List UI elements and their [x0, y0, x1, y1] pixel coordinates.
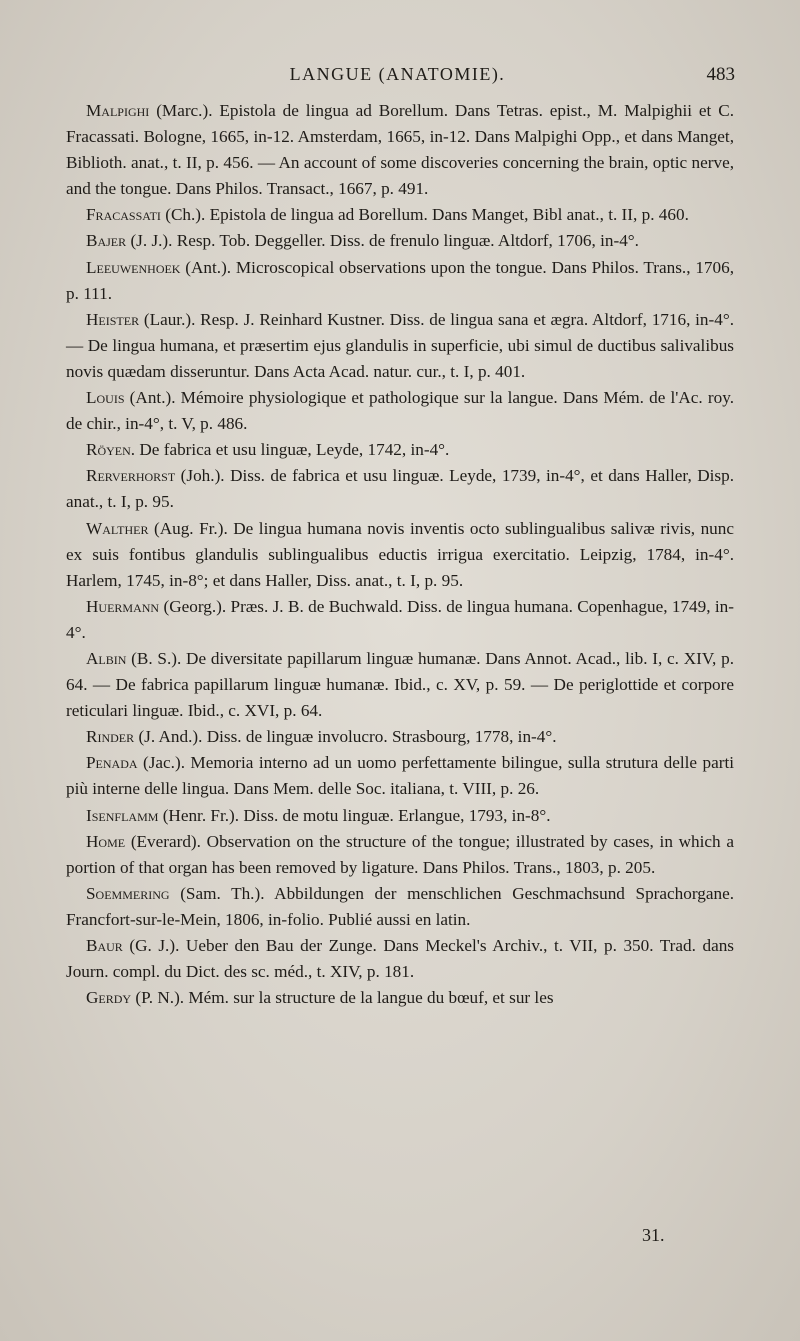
entry-author: Huermann	[86, 596, 160, 616]
entry-author: Albin	[86, 648, 127, 668]
entry-citation: (Joh.). Diss. de fabrica et usu linguæ. Leyde, 1739, in-4°, et dans Haller, Disp. anat., t. I, p. 95.	[66, 466, 734, 512]
entry-author: Penada	[86, 753, 138, 773]
entry-author: Gerdy	[86, 988, 132, 1008]
entry-citation: (Ant.). Mémoire physiologique et pathologique sur la langue. Dans Mém. de l'Ac. roy. de chir., in-4°, t. V, p. 486.	[66, 388, 734, 434]
entry-author: Louis	[86, 388, 125, 408]
entry-citation: (J. J.). Resp. Tob. Deggeller. Diss. de frenulo linguæ. Altdorf, 1706, in-4°.	[126, 231, 639, 251]
entry-author: Home	[86, 831, 126, 851]
bibliography-entry	[66, 98, 734, 202]
running-head-title: LANGUE (ANATOMIE).	[289, 64, 506, 84]
signature-mark: 31.	[642, 1225, 665, 1245]
bibliography-list	[66, 98, 734, 1011]
bibliography-entry	[66, 646, 734, 724]
entry-author: Malpighi	[86, 101, 150, 120]
bibliography-entry	[66, 750, 734, 802]
entry-citation: (Georg.). Præs. J. B. de Buchwald. Diss. de lingua humana. Copenhague, 1749, in-4°.	[66, 596, 734, 642]
bibliography-entry	[66, 829, 734, 881]
bibliography-entry	[66, 933, 734, 985]
bibliography-entry	[66, 202, 734, 228]
entry-author: Rerverhorst	[86, 466, 176, 486]
bibliography-entry	[66, 463, 734, 515]
entry-citation: (Laur.). Resp. J. Reinhard Kustner. Diss. de lingua sana et ægra. Altdorf, 1716, in-4°. — De lingua humana, et præsertim ejus glandulis in superficie, ubi simul de ductibus salivalibus novis quædam disseruntur. Dans Acta Acad. natur. cur., t. I, p. 401.	[66, 309, 734, 381]
entry-citation: (Marc.). Epistola de lingua ad Borellum. Dans Tetras. epist., M. Malpighii et C. Fracassati. Bologne, 1665, in-12. Amsterdam, 1665, in-12. Dans Malpighi Opp., et dans Manget, Biblioth. anat., t. II, p. 456. — An account of some discoveries concerning the brain, optic nerve, and the tongue. Dans Philos. Transact., 1667, p. 491.	[66, 101, 734, 199]
bibliography-entry	[66, 385, 734, 437]
bibliography-entry	[66, 881, 734, 933]
entry-citation: (P. N.). Mém. sur la structure de la langue du bœuf, et sur les	[131, 988, 554, 1008]
entry-citation: (Henr. Fr.). Diss. de motu linguæ. Erlangue, 1793, in-8°.	[158, 805, 551, 825]
entry-citation: (Everard). Observation on the structure of the tongue; illustrated by cases, in which a portion of that organ has been removed by ligature. Dans Philos. Trans., 1803, p. 205.	[66, 831, 734, 877]
entry-author: Heister	[86, 309, 140, 329]
entry-citation: (Jac.). Memoria interno ad un uomo perfettamente bilingue, sulla strutura delle parti più interne delle lingua. Dans Mem. delle Soc. italiana, t. VIII, p. 26.	[66, 753, 734, 799]
entry-citation: (Ant.). Microscopical observations upon the tongue. Dans Philos. Trans., 1706, p. 111.	[66, 257, 734, 303]
entry-author: Fracassati	[86, 205, 161, 225]
bibliography-entry	[66, 228, 734, 254]
entry-citation: (B. S.). De diversitate papillarum linguæ humanæ. Dans Annot. Acad., lib. I, c. XIV, p. 64. — De fabrica papillarum linguæ humanæ. Ibid., c. XV, p. 59. — De periglottide et corpore reticulari linguæ. Ibid., c. XVI, p. 64.	[66, 648, 734, 721]
entry-citation: . De fabrica et usu linguæ, Leyde, 1742, in-4°.	[130, 440, 450, 460]
bibliography-entry	[66, 255, 734, 307]
bibliography-entry	[66, 594, 734, 646]
entry-citation: (Ch.). Epistola de lingua ad Borellum. Dans Manget, Bibl anat., t. II, p. 460.	[160, 205, 689, 225]
bibliography-entry	[66, 724, 734, 750]
running-head	[60, 64, 735, 94]
bibliography-entry	[66, 803, 734, 829]
entry-author: Rinder	[86, 727, 135, 747]
entry-citation: (J. And.). Diss. de linguæ involucro. Strasbourg, 1778, in-4°.	[134, 727, 557, 747]
entry-author: Leeuwenhoek	[86, 257, 181, 277]
entry-citation: (Aug. Fr.). De lingua humana novis inventis octo sublingualibus salivæ rivis, nunc ex suis fontibus glandulis sublingualibus eductis irrigua exercitatio. Leipzig, 1784, in-4°. Harlem, 1745, in-8°; et dans Haller, Diss. anat., t. I, p. 95.	[66, 518, 734, 590]
entry-author: Isenflamm	[86, 805, 159, 825]
entry-author: Walther	[86, 518, 149, 538]
bibliography-entry	[66, 307, 734, 385]
entry-author: Bajer	[86, 231, 127, 251]
entry-citation: (G. J.). Ueber den Bau der Zunge. Dans Meckel's Archiv., t. VII, p. 350. Trad. dans Journ. compl. du Dict. des sc. méd., t. XIV, p. 181.	[66, 936, 734, 982]
bibliography-entry	[66, 516, 734, 594]
entry-author: Soemmering	[86, 883, 170, 903]
entry-author: Baur	[86, 936, 123, 955]
entry-author: Röyen	[86, 440, 131, 460]
bibliography-entry	[66, 985, 734, 1011]
entry-citation: (Sam. Th.). Abbildungen der menschlichen Geschmachsund Sprachorgane. Francfort-sur-le-Mein, 1806, in-folio. Publié aussi en latin.	[66, 883, 734, 929]
bibliography-entry	[66, 437, 734, 463]
page-number: 483	[706, 64, 735, 85]
